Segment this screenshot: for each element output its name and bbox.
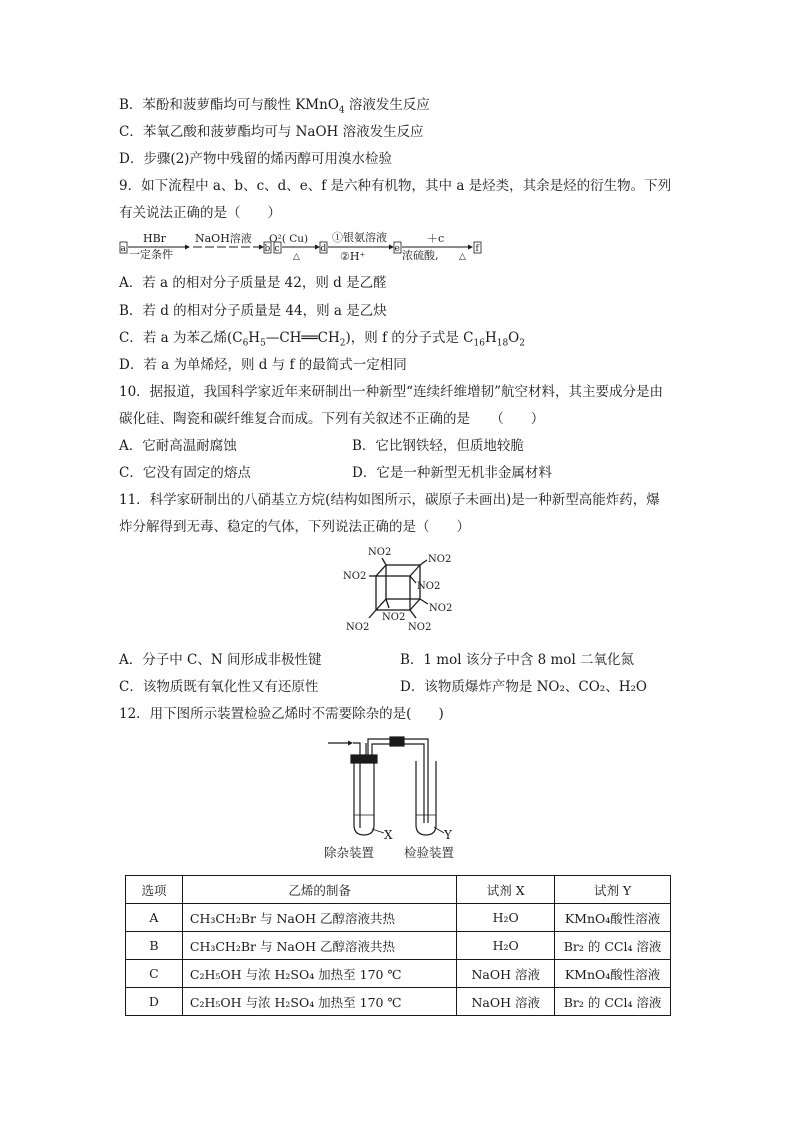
arrow4-bottom: ②H⁺ xyxy=(340,250,366,263)
flow-node-d xyxy=(320,242,327,254)
apparatus-diagram xyxy=(320,733,480,863)
q11-option-c: C．该物质既有氧化性又有还原性 xyxy=(119,679,319,695)
arrow3-top: O²( Cu) xyxy=(269,233,309,245)
table-cell: NaOH 溶液 xyxy=(457,988,555,1016)
q10-stem-line2: 碳化硅、陶瓷和碳纤维复合而成。下列有关叙述不正确的是 （ ） xyxy=(119,411,545,427)
q9-option-d: D．若 a 为单烯烃，则 d 与 f 的最简式一定相同 xyxy=(119,357,407,373)
arrow3-bottom: △ xyxy=(293,252,300,262)
q10-stem-line1: 10．据报道，我国科学家近年来研制出一种新型“连续纤维增韧”航空材料，其主要成分是由 xyxy=(119,384,663,400)
table-cell: Br₂ 的 CCl₄ 溶液 xyxy=(555,988,671,1016)
label-y: Y xyxy=(444,828,452,842)
q9-stem-line2: 有关说法正确的是（ ） xyxy=(119,205,281,221)
no2-label-5: NO2 xyxy=(429,603,453,614)
svg-text:a: a xyxy=(120,244,126,254)
table-cell: KMnO₄酸性溶液 xyxy=(555,960,671,988)
q10-option-a: A．它耐高温耐腐蚀 xyxy=(119,438,237,454)
no2-label-8: NO2 xyxy=(382,612,406,623)
table-row xyxy=(126,932,671,960)
table-cell: C₂H₅OH 与浓 H₂SO₄ 加热至 170 ℃ xyxy=(182,960,456,988)
q8-option-b: B．苯酚和菠萝酯均可与酸性 KMnO$_4$ 溶液发生反应 xyxy=(119,97,430,116)
flow-node-e xyxy=(394,242,401,254)
q10-option-d: D．它是一种新型无机非金属材料 xyxy=(352,465,552,481)
header-preparation: 乙烯的制备 xyxy=(182,876,456,904)
caption-detection: 检验装置 xyxy=(404,845,455,860)
svg-text:c: c xyxy=(274,244,280,254)
svg-text:b: b xyxy=(264,244,271,254)
svg-text:d: d xyxy=(320,244,327,254)
q9-option-b: B．若 d 的相对分子质量是 44，则 a 是乙炔 xyxy=(119,303,387,319)
header-option: 选项 xyxy=(126,876,183,904)
table-cell: Br₂ 的 CCl₄ 溶液 xyxy=(555,932,671,960)
arrow4-top: ①银氨溶液 xyxy=(332,231,387,244)
no2-label-7: NO2 xyxy=(408,622,432,633)
table-cell: NaOH 溶液 xyxy=(457,960,555,988)
q11-stem-line1: 11．科学家研制出的八硝基立方烷(结构如图所示，碳原子未画出)是一种新型高能炸药，爆 xyxy=(119,492,660,508)
table-cell: C xyxy=(126,960,183,988)
arrow5-bottom-right: △ xyxy=(459,252,466,262)
svg-text:e: e xyxy=(394,244,400,254)
flow-node-a xyxy=(120,242,127,254)
table-cell: B xyxy=(126,932,183,960)
q10-option-c: C．它没有固定的熔点 xyxy=(119,465,251,481)
header-reagent-y: 试剂 Y xyxy=(555,876,671,904)
label-x: X xyxy=(384,828,393,842)
q11-option-d: D．该物质爆炸产物是 NO₂、CO₂、H₂O xyxy=(400,679,647,695)
q11-option-b: B．1 mol 该分子中含 8 mol 二氧化氮 xyxy=(400,652,635,668)
q8-option-c: C．苯氧乙酸和菠萝酯均可与 NaOH 溶液发生反应 xyxy=(119,124,424,140)
table-cell: H₂O xyxy=(457,932,555,960)
table-cell: C₂H₅OH 与浓 H₂SO₄ 加热至 170 ℃ xyxy=(182,988,456,1016)
arrow5-bottom-left: 浓硫酸, xyxy=(402,249,439,262)
table-cell: CH₃CH₂Br 与 NaOH 乙醇溶液共热 xyxy=(182,932,456,960)
arrow2-top: NaOH溶液 xyxy=(195,232,252,245)
octanitrocubane-structure xyxy=(336,542,466,642)
q11-option-a: A．分子中 C、N 间形成非极性键 xyxy=(119,652,322,668)
q9-stem-line1: 9．如下流程中 a、b、c、d、e、f 是六种有机物，其中 a 是烃类，其余是烃的衍生物。下列 xyxy=(119,178,672,194)
arrow1-top: HBr xyxy=(143,232,166,245)
q12-stem: 12．用下图所示装置检验乙烯时不需要除杂的是( ) xyxy=(119,706,444,722)
arrow1-bottom: 一定条件 xyxy=(129,248,173,261)
table-row xyxy=(126,904,671,932)
no2-label-1: NO2 xyxy=(368,547,392,558)
q9-reaction-flow xyxy=(119,228,499,264)
q9-option-a: A．若 a 的相对分子质量是 42，则 d 是乙醛 xyxy=(119,275,387,291)
caption-purification: 除杂装置 xyxy=(324,845,375,860)
table-cell: KMnO₄酸性溶液 xyxy=(555,904,671,932)
no2-label-4: NO2 xyxy=(417,581,441,592)
flow-node-f xyxy=(474,242,481,254)
table-cell: CH₃CH₂Br 与 NaOH 乙醇溶液共热 xyxy=(182,904,456,932)
table-header-row xyxy=(126,876,671,904)
table-row xyxy=(126,988,671,1016)
q10-option-b: B．它比钢铁轻，但质地较脆 xyxy=(352,438,524,454)
no2-label-6: NO2 xyxy=(346,622,370,633)
no2-label-2: NO2 xyxy=(428,554,452,565)
reagent-table xyxy=(125,875,671,1016)
header-reagent-x: 试剂 X xyxy=(457,876,555,904)
q11-stem-line2: 炸分解得到无毒、稳定的气体，下列说法正确的是（ ） xyxy=(119,519,470,535)
q9-option-c: C．若 a 为苯乙烯$(C_6H_5—CH══CH_2)$，则 f 的分子式是 $C_{16}H_{18}O_2$ xyxy=(119,330,525,349)
table-cell: H₂O xyxy=(457,904,555,932)
q8-option-d: D．步骤(2)产物中残留的烯丙醇可用溴水检验 xyxy=(119,151,392,167)
arrow5-top: ＋c xyxy=(427,232,445,245)
table-row xyxy=(126,960,671,988)
table-cell: A xyxy=(126,904,183,932)
svg-text:f: f xyxy=(475,244,479,254)
no2-label-3: NO2 xyxy=(343,571,367,582)
table-cell: D xyxy=(126,988,183,1016)
